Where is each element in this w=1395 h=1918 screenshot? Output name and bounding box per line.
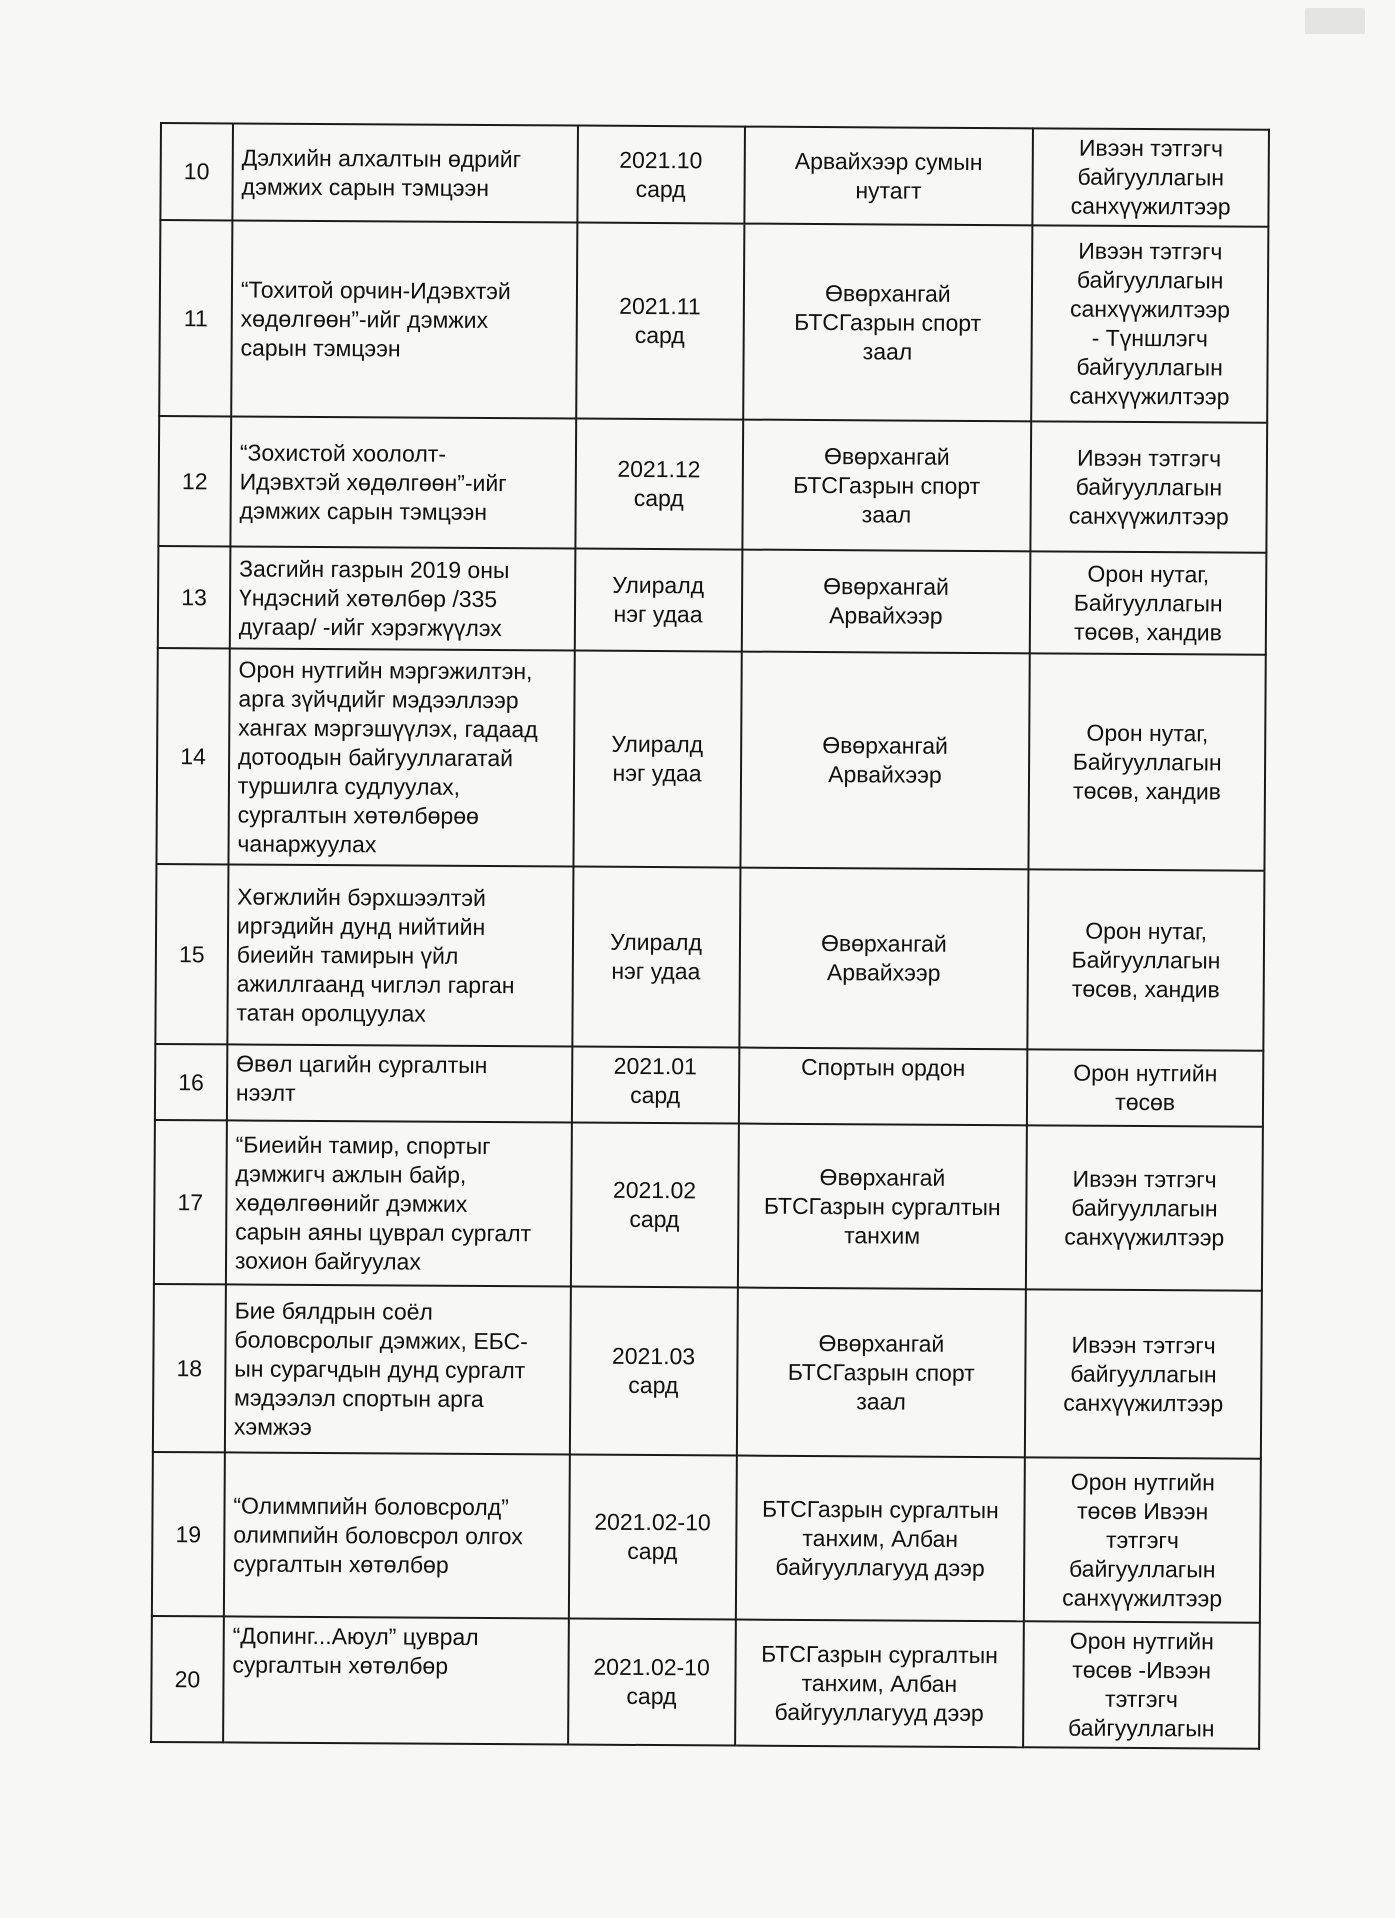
place-line: Арвайхээр сумын (794, 147, 983, 175)
funding-line: Орон нутгийн (1073, 1059, 1218, 1087)
row-number-cell (153, 1284, 226, 1452)
date-cell (576, 223, 744, 420)
place-line: Өвөрхангай (820, 930, 947, 957)
funding-cell (1026, 1125, 1263, 1290)
row-number-cell (155, 1044, 227, 1120)
funding-line: байгууллагын (1075, 473, 1223, 500)
date-cell (571, 1047, 738, 1124)
table-row (154, 1120, 1263, 1291)
funding-cell (1030, 551, 1266, 654)
funding-line: - Түншлэгч (1091, 324, 1209, 352)
activity-line: Идэвхтэй хөдөлгөөн”-ийг (239, 467, 507, 496)
funding-line: санхүүжилтээр (1068, 502, 1229, 530)
funding-cell (1033, 128, 1269, 226)
activity-line: “Допинг...Аюул” цуврал (232, 1622, 479, 1650)
activity-line: биеийн тамирын үйл (236, 940, 459, 969)
activity-line: боловсролыг дэмжих, ЕБС- (234, 1325, 528, 1354)
funding-line: төсөв -Ивээн (1072, 1656, 1212, 1684)
funding-line: Орон нутгийн (1069, 1627, 1214, 1655)
date-line: 2021.02 (612, 1176, 697, 1204)
place-line: танхим, Албан (802, 1524, 959, 1552)
funding-line: санхүүжилтээр (1069, 295, 1231, 323)
date-line: 2021.01 (613, 1052, 697, 1080)
funding-line: Орон нутгийн (1070, 1468, 1215, 1495)
place-cell (736, 1288, 1026, 1458)
date-line: сард (633, 484, 684, 512)
funding-line: төсөв (1115, 1088, 1176, 1116)
place-cell (737, 1124, 1027, 1290)
activity-line: хэмжээ (233, 1412, 312, 1440)
activity-line: мэдээлэл спортын арга (234, 1383, 484, 1412)
row-number-cell (158, 416, 231, 546)
date-line: 2021.02-10 (594, 1508, 711, 1536)
activity-cell (230, 546, 575, 650)
funding-line: санхүүжилтээр (1070, 192, 1231, 220)
place-line: Арвайхээр (826, 959, 941, 986)
funding-cell (1029, 653, 1266, 870)
row-number: 15 (178, 940, 205, 967)
activity-line: дэмжигч ажлын байр, (235, 1159, 467, 1188)
row-number: 12 (181, 467, 208, 494)
activity-line: туршилга судлуулах, (237, 771, 461, 800)
date-cell (577, 126, 745, 224)
row-number-cell (158, 546, 231, 648)
row-number: 20 (174, 1665, 201, 1692)
activity-cell (224, 1452, 570, 1618)
activity-line: сургалтын хөтөлбөрөө (237, 800, 479, 829)
row-number: 17 (177, 1188, 204, 1215)
activity-line: арга зүйчдийг мэдээллээр (238, 684, 519, 713)
table-row (152, 1452, 1261, 1623)
place-line: нутагт (855, 176, 922, 204)
place-line: заал (861, 500, 912, 528)
funding-line: тэтгэгч (1105, 1526, 1179, 1553)
date-line: Улиралд (612, 571, 705, 599)
row-number: 10 (183, 158, 210, 185)
row-number: 11 (183, 304, 208, 331)
funding-line: санхүүжилтээр (1063, 1389, 1224, 1417)
place-line: Арвайхээр (829, 602, 943, 629)
activity-line: дэмжих сарын тэмцээн (239, 496, 488, 525)
date-cell (568, 1455, 736, 1620)
place-line: заал (856, 1387, 906, 1415)
activity-line: дотоодын байгууллагатай (237, 742, 514, 771)
date-line: 2021.12 (617, 455, 701, 483)
date-line: 2021.11 (619, 292, 701, 320)
funding-line: санхүүжилтээр (1064, 1223, 1225, 1251)
activity-cell (231, 220, 577, 418)
funding-line: санхүүжилтээр (1069, 382, 1230, 410)
funding-cell (1025, 1289, 1262, 1458)
activity-cell (228, 648, 574, 866)
row-number-cell (151, 1616, 224, 1742)
date-line: 2021.10 (619, 146, 703, 173)
place-cell (738, 1048, 1027, 1126)
funding-line: байгууллагын (1076, 353, 1223, 381)
place-line: БТСГазрын спорт (787, 1358, 975, 1386)
scan-artifact (1305, 8, 1365, 34)
funding-line: санхүүжилтээр (1062, 1584, 1223, 1612)
activity-line: хөдөлгөөн”-ийг дэмжих (240, 304, 489, 333)
date-cell (570, 1123, 738, 1288)
place-line: Өвөрхангай (823, 442, 950, 470)
row-number: 19 (175, 1520, 202, 1547)
funding-line: байгууллагын (1077, 163, 1225, 191)
date-line: сард (627, 1537, 678, 1565)
place-line: Өвөрхангай (822, 732, 949, 759)
date-line: нэг удаа (612, 759, 702, 787)
date-line: сард (628, 1371, 679, 1399)
table-row (158, 546, 1267, 655)
funding-line: төсөв, хандив (1073, 618, 1222, 645)
date-line: сард (635, 175, 686, 202)
activity-line: Бие бялдрын соёл (234, 1296, 433, 1325)
date-cell (569, 1287, 737, 1456)
place-line: танхим (844, 1221, 921, 1249)
row-number-cell (160, 123, 232, 220)
funding-line: Байгууллагын (1072, 748, 1222, 775)
activity-line: чанаржуулах (237, 829, 377, 857)
place-line: Өвөрхангай (818, 1329, 945, 1357)
activity-cell (223, 1616, 568, 1744)
row-number: 14 (180, 742, 206, 769)
row-number-cell (152, 1452, 225, 1616)
activity-line: Орон нутгийн мэргэжилтэн, (238, 655, 533, 684)
activity-line: дугаар/ -ийг хэрэгжүүлэх (238, 612, 502, 641)
funding-line: байгууллагын (1071, 1194, 1218, 1221)
funding-line: Ивээн тэтгэгч (1076, 444, 1222, 471)
funding-line: Байгууллагын (1071, 946, 1221, 973)
activity-line: “Тохитой орчин-Идэвхтэй (240, 275, 511, 304)
activity-line: “Биеийн тамир, спортыг (235, 1130, 491, 1159)
place-line: Өвөрхангай (824, 279, 951, 307)
place-line: танхим, Албан (801, 1669, 958, 1697)
funding-cell (1031, 421, 1268, 552)
row-number: 16 (178, 1068, 204, 1095)
activity-line: хангах мэргэшүүлэх, гадаад (238, 713, 538, 742)
funding-line: байгууллагын (1076, 266, 1224, 294)
place-line: байгууллагууд дээр (774, 1698, 984, 1726)
place-cell (735, 1620, 1024, 1748)
row-number-cell (159, 220, 232, 416)
date-cell (575, 419, 743, 550)
place-line: байгууллагууд дээр (775, 1553, 985, 1581)
activity-line: “Олиммпийн боловсролд” (233, 1491, 509, 1520)
funding-line: Ивээн тэтгэгч (1078, 237, 1223, 265)
row-number: 18 (176, 1354, 203, 1381)
date-line: сард (629, 1205, 680, 1233)
activity-line: сарын тэмцээн (240, 333, 401, 361)
table-row (160, 123, 1269, 227)
activity-line: ын сурагчдын дунд сургалт (234, 1354, 526, 1383)
place-line: БТСГазрын сургалтын (761, 1495, 999, 1523)
row-number-cell (155, 864, 228, 1044)
activity-line: сарын аяны цуврал сургалт (235, 1217, 532, 1246)
activity-line: “Зохистой хоололт- (239, 438, 447, 467)
place-line: БТСГазрын спорт (793, 471, 981, 499)
date-cell (573, 651, 741, 868)
funding-line: Орон нутаг, (1087, 560, 1210, 587)
activity-line: сургалтын хөтөлбөр (233, 1549, 449, 1578)
date-line: нэг удаа (611, 957, 701, 985)
table-row (151, 1616, 1260, 1749)
funding-line: байгууллагын (1068, 1714, 1215, 1742)
table-body (151, 123, 1269, 1749)
funding-line: байгууллагын (1070, 1360, 1217, 1387)
date-cell (572, 867, 740, 1048)
date-cell (568, 1619, 736, 1746)
funding-line: Ивээн тэтгэгч (1078, 134, 1224, 162)
place-line: БТСГазрын спорт (794, 308, 982, 336)
activity-line: Дэлхийн алхалтын өдрийг (241, 143, 522, 172)
funding-line: Байгууллагын (1073, 589, 1223, 616)
place-line: заал (862, 337, 913, 365)
activity-line: Өвөл цагийн сургалтын (236, 1050, 488, 1079)
place-cell (742, 420, 1031, 552)
table-row (153, 1284, 1262, 1459)
place-line: Спортын ордон (800, 1053, 966, 1081)
place-cell (744, 127, 1033, 226)
row-number-cell (156, 648, 229, 864)
activity-line: Засгийн газрын 2019 оны (239, 554, 510, 583)
date-line: нэг удаа (613, 600, 703, 628)
activity-cell (232, 123, 577, 222)
place-cell (743, 224, 1033, 422)
date-line: Улиралд (610, 928, 703, 956)
funding-line: Орон нутаг, (1085, 917, 1208, 944)
funding-cell (1023, 1621, 1260, 1748)
funding-line: төсөв, хандив (1071, 975, 1220, 1002)
funding-line: тэтгэгч (1105, 1685, 1178, 1713)
date-line: сард (630, 1081, 681, 1109)
place-cell (740, 652, 1030, 870)
funding-line: байгууллагын (1068, 1555, 1216, 1582)
date-line: сард (626, 1682, 677, 1710)
activity-cell (226, 1120, 572, 1286)
date-cell (574, 549, 742, 652)
activity-plan-table (150, 122, 1270, 1750)
activity-line: зохион байгуулах (234, 1246, 421, 1275)
table-row (159, 220, 1268, 423)
activity-cell (227, 864, 573, 1046)
funding-line: Ивээн тэтгэгч (1071, 1331, 1216, 1358)
funding-cell (1024, 1457, 1261, 1622)
activity-line: олимпийн боловсрол олгох (233, 1520, 523, 1549)
activity-line: иргэдийн дунд нийтийн (236, 911, 486, 940)
activity-line: хөдөлгөөнийг дэмжих (235, 1188, 468, 1217)
activity-line: татан оролцуулах (236, 998, 426, 1027)
activity-line: Хөгжлийн бэрхшээлтэй (237, 882, 487, 911)
activity-cell (225, 1284, 571, 1454)
place-cell (741, 550, 1030, 654)
table-row (156, 648, 1265, 871)
date-line: 2021.02-10 (593, 1653, 710, 1681)
date-line: сард (634, 321, 685, 349)
funding-line: төсөв Ивээн (1076, 1497, 1209, 1524)
activity-line: ажиллгаанд чиглэл гарган (236, 969, 515, 998)
activity-line: дэмжих сарын тэмцээн (241, 172, 490, 201)
activity-cell (230, 416, 575, 548)
table-row (158, 416, 1267, 553)
activity-line: Үндэсний хөтөлбөр /335 (238, 583, 498, 612)
activity-line: сургалтын хөтөлбөр (232, 1651, 449, 1679)
funding-cell (1028, 869, 1265, 1050)
place-line: Өвөрхангай (819, 1163, 946, 1191)
funding-cell (1031, 225, 1268, 422)
activity-cell (227, 1044, 572, 1122)
row-number-cell (154, 1120, 227, 1284)
funding-line: Орон нутаг, (1086, 719, 1209, 746)
place-line: Өвөрхангай (823, 573, 949, 600)
table-row (155, 1044, 1263, 1127)
table-row (155, 864, 1264, 1051)
place-line: Арвайхээр (828, 761, 942, 788)
place-line: БТСГазрын сургалтын (761, 1640, 999, 1668)
funding-cell (1027, 1049, 1263, 1126)
place-cell (739, 868, 1029, 1050)
row-number: 13 (181, 583, 207, 610)
funding-line: төсөв, хандив (1073, 777, 1222, 804)
date-line: Улиралд (611, 730, 704, 758)
place-cell (735, 1456, 1025, 1622)
place-line: БТСГазрын сургалтын (763, 1192, 1001, 1220)
funding-line: Ивээн тэтгэгч (1072, 1165, 1217, 1192)
activity-line: нээлт (235, 1079, 296, 1106)
date-line: 2021.03 (611, 1342, 696, 1370)
